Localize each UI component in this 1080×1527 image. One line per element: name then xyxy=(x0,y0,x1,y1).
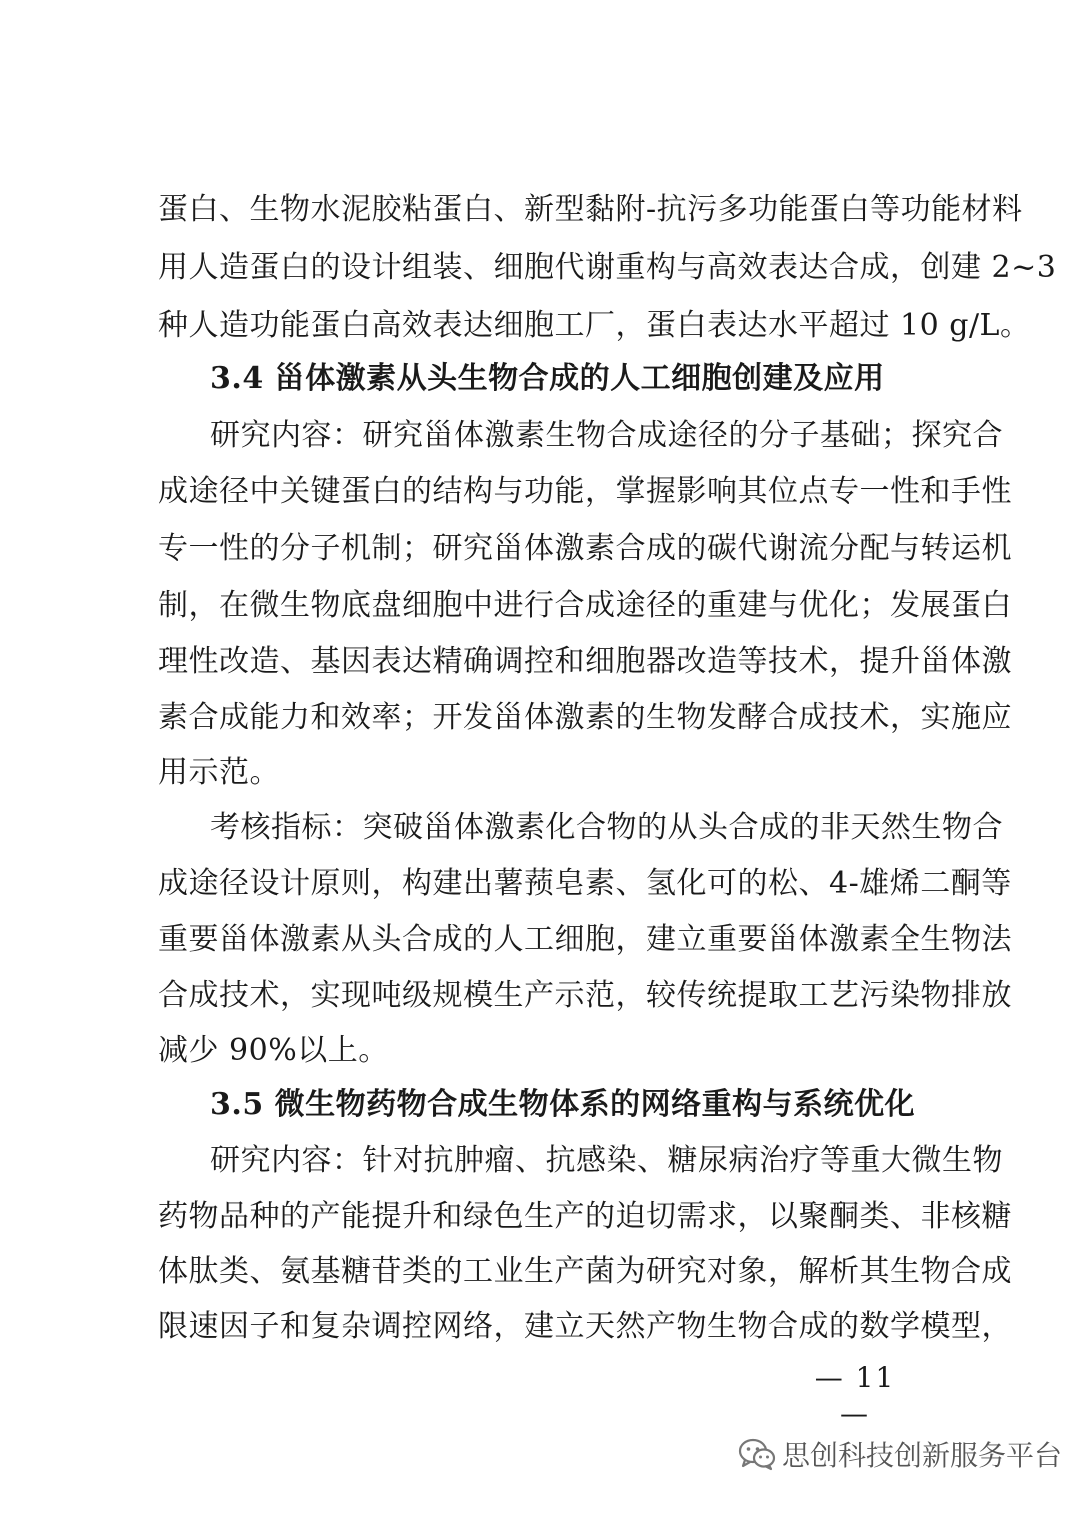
body-text-line: 合成技术，实现吨级规模生产示范，较传统提取工艺污染物排放 xyxy=(158,978,1012,1013)
section-heading-3-5: 3.5 微生物药物合成生物体系的网络重构与系统优化 xyxy=(210,1087,916,1122)
wechat-icon xyxy=(738,1437,776,1471)
body-text-line: 理性改造、基因表达精确调控和细胞器改造等技术，提升甾体激 xyxy=(158,644,1012,679)
body-text-line: 体肽类、氨基糖苷类的工业生产菌为研究对象，解析其生物合成 xyxy=(158,1254,1012,1289)
body-text-line: 研究内容：针对抗肿瘤、抗感染、糖尿病治疗等重大微生物 xyxy=(210,1143,1003,1178)
body-text-line: 限速因子和复杂调控网络，建立天然产物生物合成的数学模型， xyxy=(158,1309,1012,1344)
page-number: — 11 — xyxy=(814,1361,896,1430)
body-text-line: 种人造功能蛋白高效表达细胞工厂，蛋白表达水平超过 10 g/L。 xyxy=(158,308,1031,343)
body-text-line: 成途径设计原则，构建出薯蓣皂素、氢化可的松、4-雄烯二酮等 xyxy=(158,866,1012,901)
body-text-line: 考核指标：突破甾体激素化合物的从头合成的非天然生物合 xyxy=(210,810,1003,845)
body-text-line: 减少 90%以上。 xyxy=(158,1033,389,1068)
body-text-line: 重要甾体激素从头合成的人工细胞，建立重要甾体激素全生物法 xyxy=(158,922,1012,957)
body-text-line: 专一性的分子机制；研究甾体激素合成的碳代谢流分配与转运机 xyxy=(158,531,1012,566)
watermark-text: 思创科技创新服务平台 xyxy=(782,1439,1063,1472)
body-text-line: 药物品种的产能提升和绿色生产的迫切需求，以聚酮类、非核糖 xyxy=(158,1199,1012,1234)
body-text-line: 素合成能力和效率；开发甾体激素的生物发酵合成技术，实施应 xyxy=(158,700,1012,735)
watermark xyxy=(738,1434,1062,1474)
body-text-line: 成途径中关键蛋白的结构与功能，掌握影响其位点专一性和手性 xyxy=(158,474,1012,509)
body-text-line: 制，在微生物底盘细胞中进行合成途径的重建与优化；发展蛋白 xyxy=(158,588,1012,623)
body-text-line: 用示范。 xyxy=(158,755,280,790)
body-text-line: 蛋白、生物水泥胶粘蛋白、新型黏附-抗污多功能蛋白等功能材料 xyxy=(158,192,1023,227)
body-text-line: 研究内容：研究甾体激素生物合成途径的分子基础；探究合 xyxy=(210,418,1003,453)
section-heading-3-4: 3.4 甾体激素从头生物合成的人工细胞创建及应用 xyxy=(210,361,885,396)
body-text-line: 用人造蛋白的设计组装、细胞代谢重构与高效表达合成，创建 2~3 xyxy=(158,250,1057,285)
